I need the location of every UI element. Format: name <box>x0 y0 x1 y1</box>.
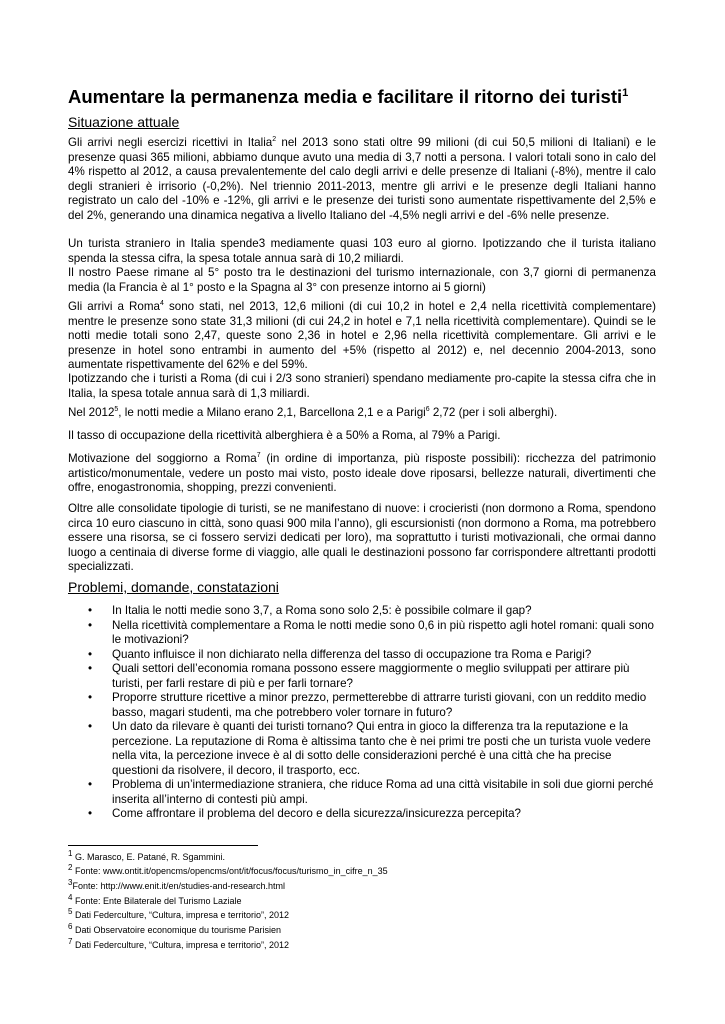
document-title: Aumentare la permanenza media e facilitare il ritorno dei turisti$^1$ <box>68 86 629 107</box>
list-item: • Come affrontare il problema del decoro e della sicurezza/insicurezza percepita? <box>88 807 656 822</box>
list-item: • Un dato da rilevare è quanti dei turisti tornano? Qui entra in gioco la differenza tra la reputazione e la percezione. La reputazione di Roma è altissima tanto che è nei primi tre posti che un turista vuole vedere nella vita, la percezione invece è al di sotto delle considerazioni perché è una città che ha precise questioni da risolvere, il decoro, il trasporto, ecc. <box>88 720 656 778</box>
paragraph-stay-motivation: Motivazione del soggiorno a Roma$^7$ (in ordine di importanza, più risposte possibili): ricchezza del patrimonio artistico/monumentale, vedere un posto mai visto, posto ideale dove riposarsi, bellezze naturali, divertimenti che offre, enogastronomia, shopping, prezzi convenienti. <box>68 452 657 494</box>
list-item: • In Italia le notti medie sono 3,7, a Roma sono solo 2,5: è possibile colmare il gap? <box>88 604 656 619</box>
paragraph-rome-spending: Ipotizzando che i turisti a Roma (di cui i 2/3 sono stranieri) spendano mediamente pro-capite la stessa cifra che in Italia, la spesa totale annua sarà di 1,3 miliardi. <box>68 372 656 400</box>
paragraph-average-nights-2012: Nel 2012$^5$, le notti medie a Milano erano 2,1, Barcellona 2,1 e a Parigi$^6$ 2,72 (per i soli alberghi). <box>68 406 558 419</box>
section-heading-current-situation: Situazione attuale <box>68 114 180 130</box>
list-item: • Nella ricettività complementare a Roma le notti medie sono 0,6 in più rispetto agli hotel romani: quali sono le motivazioni? <box>88 619 656 648</box>
footnote-6: $^6$ Dati Observatoire economique du tourisme Parisien <box>68 922 282 935</box>
footnote-5: $^5$ Dati Federculture, “Cultura, impresa e territorio”, 2012 <box>68 907 290 920</box>
footnote-ref: 2 <box>272 136 277 144</box>
paragraph-italy-arrivals: Gli arrivi negli esercizi ricettivi in Italia$^2$ nel 2013 sono stati oltre 99 milioni (di cui 50,5 milioni di Italiani) e le presenze quasi 365 milioni, abbiamo dunque avuto una media di 3,7 notti a persona. I valori totali sono in calo del 4% rispetto al 2012, a causa prevalentemente del calo degli arrivi e delle presenze di Italiani (-8%), mentre il calo degli stranieri è irrisorio (-0,2%). Nel triennio 2011-2013, mentre gli arrivi e le presenze degli Italiani hanno registrato un calo del -10% e -12%, gli arrivi e le presenze dei turisti sono aumentate rispettivamente del 2,5% e del 2%, generando una dinamica negativa a livello Italiano del -4,5% negli arrivi e del -6% nelle presenze. <box>68 136 656 222</box>
list-item: • Quanto influisce il non dichiarato nella differenza del tasso di occupazione tra Roma e Parigi? <box>88 648 656 663</box>
paragraph-new-tourist-types: Oltre alle consolidate tipologie di turisti, se ne manifestano di nuove: i crocieristi (non dormono a Roma, spendono circa 10 euro ciascuno in città, sono quasi 900 mila l’anno), gli escursionisti (non dormono a Roma, ma potrebbero essere una risorsa, se ci fossero servizi dedicati per loro), ma soprattutto i turisti motivazionali, che ormai danno luogo a centinaia di diverse forme di viaggio, alle quali le destinazioni possono far corrispondere altrettanti prodotti specializzati. <box>68 502 656 573</box>
problems-list <box>88 604 656 822</box>
footnote-7: $^7$ Dati Federculture, “Cultura, impresa e territorio”, 2012 <box>68 937 290 950</box>
footnote-ref: 4 <box>159 300 164 308</box>
footnote-3: $^3$Fonte: http://www.enit.it/en/studies-and-research.html <box>68 878 286 891</box>
footnote-2: $^2$ Fonte: www.ontit.it/opencms/opencms/ont/it/focus/focus/turismo_in_cifre_n_35 <box>68 863 388 876</box>
list-item: • Proporre strutture ricettive a minor prezzo, permetterebbe di attrarre turisti giovani, con un reddito medio basso, magari studenti, ma che potrebbero voler tornare in futuro? <box>88 691 656 720</box>
section-heading-problems: Problemi, domande, constatazioni <box>68 579 279 595</box>
list-item: • Problema di un’intermediazione straniera, che riduce Roma ad una città visitabile in soli due giorni perché inserita all’interno di contesti più ampi. <box>88 778 656 807</box>
paragraph-foreign-spending: Un turista straniero in Italia spende3 mediamente quasi 103 euro al giorno. Ipotizzando che il turista italiano spenda la stessa cifra, la spesa totale annua sarà di 10,2 miliardi. <box>68 237 656 265</box>
footnote-separator <box>68 845 258 846</box>
paragraph-occupancy-rate: Il tasso di occupazione della ricettività alberghiera è a 50% a Roma, al 79% a Parigi. <box>68 429 501 442</box>
paragraph-italy-ranking: Il nostro Paese rimane al 5° posto tra le destinazioni del turismo internazionale, con 3,7 giorni di permanenza media (la Francia è al 1° posto e la Spagna al 3° con presenze intorno ai 5 giorni) <box>68 266 656 294</box>
footnote-4: $^4$ Fonte: Ente Bilaterale del Turismo Laziale <box>68 893 242 906</box>
footnote-ref: 6 <box>425 406 430 414</box>
paragraph-rome-arrivals: Gli arrivi a Roma$^4$ sono stati, nel 2013, 12,6 milioni (di cui 10,2 in hotel e 2,4 nella ricettività complementare) mentre le presenze sono state 31,3 milioni (di cui 24,2 in hotel e 7,1 nella ricettività complementare). Quindi se le notti medie totali sono 2,47, queste sono 2,36 in hotel e 2,96 nella ricettività complementare. Gli arrivi e le presenze in hotel sono entrambi in aumento del +5% (rispetto al 2012) e, nel decennio 2004-2013, sono aumentate rispettivamente del 62% e del 59%. <box>68 300 656 371</box>
footnote-ref: 7 <box>256 452 261 460</box>
footnote-ref: 5 <box>114 406 119 414</box>
list-item: • Quali settori dell’economia romana possono essere maggiormente o meglio sviluppati per attirare più turisti, per farli restare di più e per farli tornare? <box>88 662 656 691</box>
footnote-ref: 1 <box>622 86 629 99</box>
footnote-1: $^1$ G. Marasco, E. Patané, R. Sgammini. <box>68 849 226 862</box>
